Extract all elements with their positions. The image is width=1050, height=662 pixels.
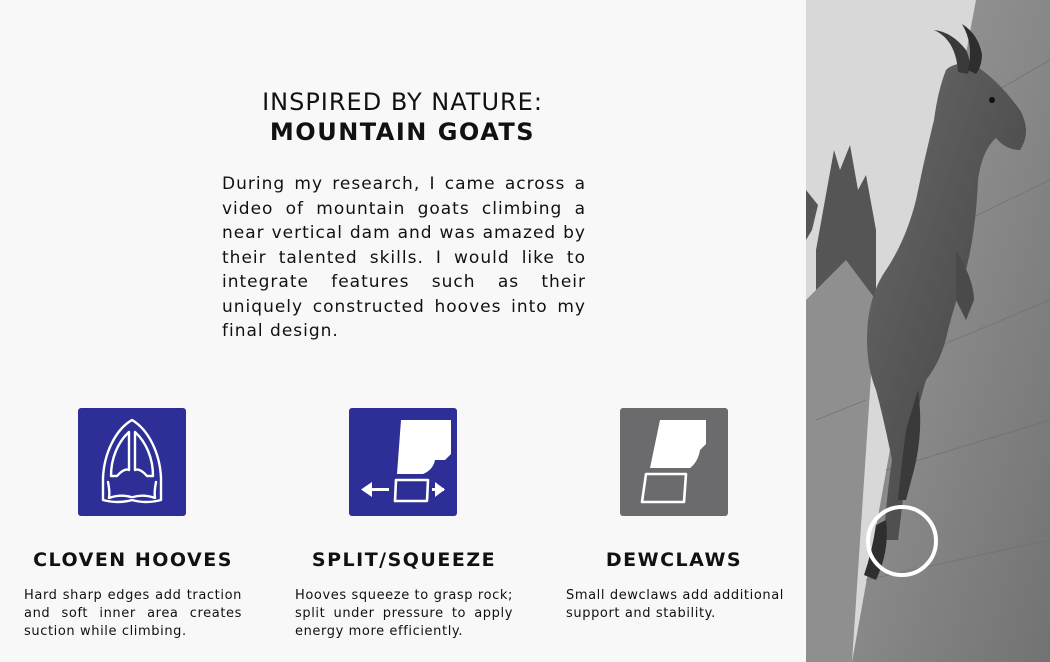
dewclaw-icon [620,408,728,516]
feature-title: CLOVEN HOOVES [33,549,233,571]
heading-light: INSPIRED BY NATURE: [262,88,543,116]
cloven-hoof-icon [78,408,186,516]
intro-paragraph: During my research, I came across a video of mountain goats climbing a near vertical dam and was amazed by their talented skills. I would like to integrate features such as their uniquely constructed hooves into my final design. [222,174,586,341]
feature-title: SPLIT/SQUEEZE [311,549,497,571]
feature-description: Hooves squeeze to grasp rock; split under pressure to apply energy more efficiently. [295,588,513,639]
feature-description: Small dewclaws add additional support and stability. [566,588,784,621]
feature-title: DEWCLAWS [605,549,743,571]
page-title: MOUNTAIN GOATS [269,118,536,146]
feature-description: Hard sharp edges add traction and soft inner area creates suction while climbing. [24,588,242,639]
mountain-goat-photo [806,0,1050,662]
split-squeeze-icon [349,408,457,516]
